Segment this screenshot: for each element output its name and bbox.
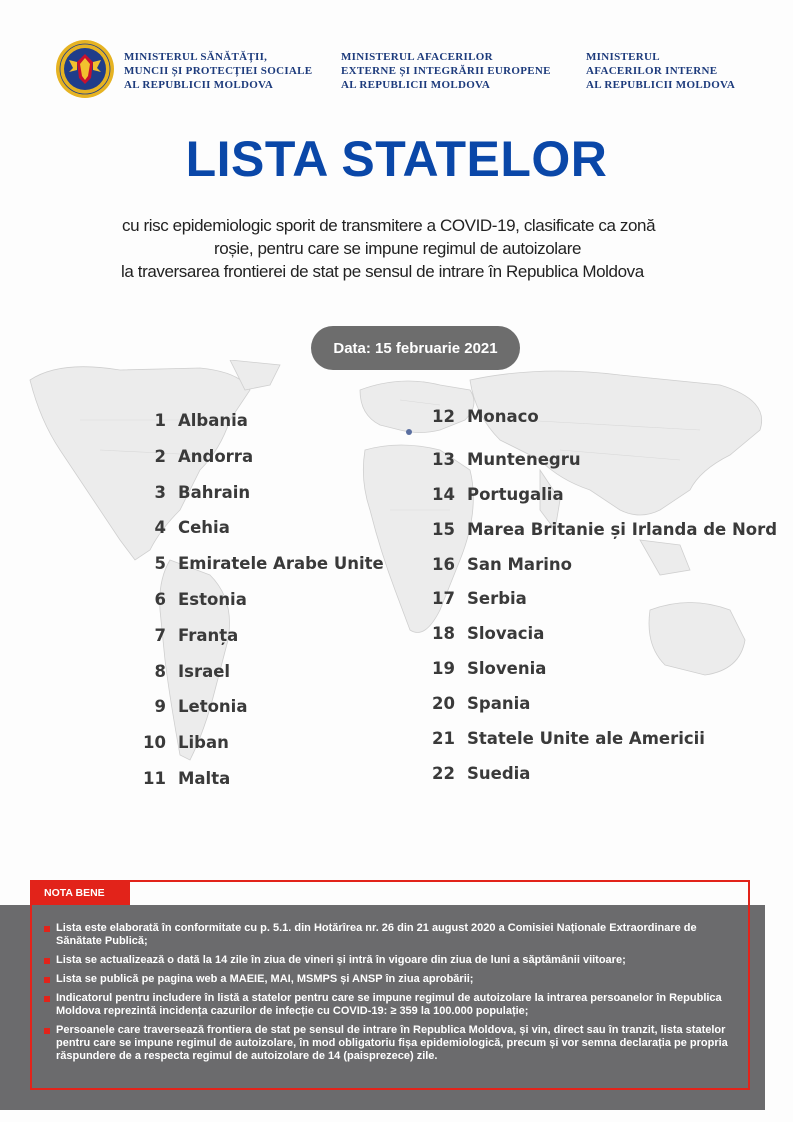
country-name: Cehia xyxy=(178,518,230,537)
country-name: Franța xyxy=(178,626,239,645)
country-name: Slovacia xyxy=(467,624,545,643)
country-number: 7 xyxy=(154,626,166,645)
country-item xyxy=(154,518,230,537)
country-item xyxy=(432,485,564,504)
country-name: Emiratele Arabe Unite xyxy=(178,554,384,573)
country-number: 12 xyxy=(432,407,455,426)
country-number: 9 xyxy=(154,697,166,716)
country-number: 14 xyxy=(432,485,455,504)
country-name: Slovenia xyxy=(467,659,547,678)
country-item xyxy=(432,450,581,469)
date-badge: Data: 15 februarie 2021 xyxy=(311,326,520,370)
ministry-internal-affairs: MINISTERUL AFACERILOR INTERNE AL REPUBLICII MOLDOVA xyxy=(586,51,736,91)
country-name: Malta xyxy=(178,769,231,788)
country-item xyxy=(154,411,248,430)
country-name: Marea Britanie și Irlanda de Nord xyxy=(467,520,778,539)
country-number: 21 xyxy=(432,729,455,748)
country-item xyxy=(432,624,545,643)
country-number: 19 xyxy=(432,659,455,678)
country-item xyxy=(143,769,231,788)
country-number: 6 xyxy=(154,590,166,609)
country-number: 18 xyxy=(432,624,455,643)
country-name: Serbia xyxy=(467,589,527,608)
country-number: 1 xyxy=(154,411,166,430)
country-item xyxy=(143,733,229,752)
world-map-background xyxy=(0,360,793,830)
country-item xyxy=(154,697,248,716)
country-number: 17 xyxy=(432,589,455,608)
note-item: Lista se publică pe pagina web a MAEIE, MAI, MSMPS și ANSP în ziua aprobării; xyxy=(42,973,742,986)
nota-bene-list xyxy=(42,922,742,1069)
country-name: Suedia xyxy=(467,764,531,783)
country-item xyxy=(432,659,547,678)
subtitle-line-1: cu risc epidemiologic sporit de transmitere a COVID-19, clasificate ca zonă xyxy=(122,216,656,235)
country-name: Muntenegru xyxy=(467,450,581,469)
country-name: Portugalia xyxy=(467,485,564,504)
country-name: Bahrain xyxy=(178,483,251,502)
country-item xyxy=(432,694,531,713)
country-name: Estonia xyxy=(178,590,247,609)
country-item xyxy=(432,407,539,426)
country-number: 15 xyxy=(432,520,455,539)
country-item xyxy=(154,447,254,466)
country-number: 22 xyxy=(432,764,455,783)
country-number: 13 xyxy=(432,450,455,469)
note-item: Persoanele care traversează frontiera de stat pe sensul de intrare în Republica Moldova, și vin, direct sau în tranzit, lista statelor pentru care se impune regimul de autoizolare, în mod obligatoriu fișa epidemiologică, precum și vor semna declarația pe propria răspundere de a respecta regimul de autoizolare de 14 (paisprezece) zile. xyxy=(42,1024,742,1063)
country-number: 4 xyxy=(154,518,166,537)
country-number: 20 xyxy=(432,694,455,713)
country-item xyxy=(154,626,239,645)
country-item xyxy=(432,555,572,574)
country-item xyxy=(154,590,247,609)
country-name: Andorra xyxy=(178,447,254,466)
country-item xyxy=(154,483,251,502)
country-name: Liban xyxy=(178,733,229,752)
ministry-health: MINISTERUL SĂNĂTĂȚII, MUNCII ȘI PROTECȚIEI SOCIALE AL REPUBLICII MOLDOVA xyxy=(124,51,313,91)
country-item xyxy=(432,729,705,748)
subtitle-line-3: la traversarea frontierei de stat pe sensul de intrare în Republica Moldova xyxy=(121,262,644,281)
note-item: Lista este elaborată în conformitate cu p. 5.1. din Hotărîrea nr. 26 din 21 august 2020 a Comisiei Naționale Extraordinare de Sănătate Publică; xyxy=(42,922,742,948)
country-number: 8 xyxy=(154,662,166,681)
country-name: Albania xyxy=(178,411,248,430)
ministry-foreign-affairs: MINISTERUL AFACERILOR EXTERNE ȘI INTEGRĂRII EUROPENE AL REPUBLICII MOLDOVA xyxy=(341,51,551,91)
country-item xyxy=(154,554,384,573)
country-number: 10 xyxy=(143,733,166,752)
country-item xyxy=(432,589,527,608)
subtitle-line-2: roșie, pentru care se impune regimul de autoizolare xyxy=(214,239,582,258)
coat-of-arms-icon xyxy=(55,38,115,100)
country-item xyxy=(432,764,531,783)
note-item: Lista se actualizează o dată la 14 zile în ziua de vineri și intră în vigoare din ziua de luni a săptămânii viitoare; xyxy=(42,954,742,967)
country-name: San Marino xyxy=(467,555,572,574)
country-number: 5 xyxy=(154,554,166,573)
country-name: Israel xyxy=(178,662,231,681)
country-item xyxy=(432,520,778,539)
page-title: LISTA STATELOR xyxy=(185,131,608,187)
country-name: Letonia xyxy=(178,697,248,716)
country-number: 3 xyxy=(154,483,166,502)
note-item: Indicatorul pentru includere în listă a statelor pentru care se impune regimul de autoizolare la intrarea persoanelor în Republica Moldova reprezintă incidența cazurilor de infecție cu COVID-19: ≥ 359 la 100.000 populație; xyxy=(42,992,742,1018)
country-number: 2 xyxy=(154,447,166,466)
country-number: 16 xyxy=(432,555,455,574)
country-name: Monaco xyxy=(467,407,539,426)
country-number: 11 xyxy=(143,769,166,788)
country-name: Spania xyxy=(467,694,531,713)
country-item xyxy=(154,662,231,681)
nota-bene-label: NOTA BENE xyxy=(30,881,130,905)
country-name: Statele Unite ale Americii xyxy=(467,729,705,748)
